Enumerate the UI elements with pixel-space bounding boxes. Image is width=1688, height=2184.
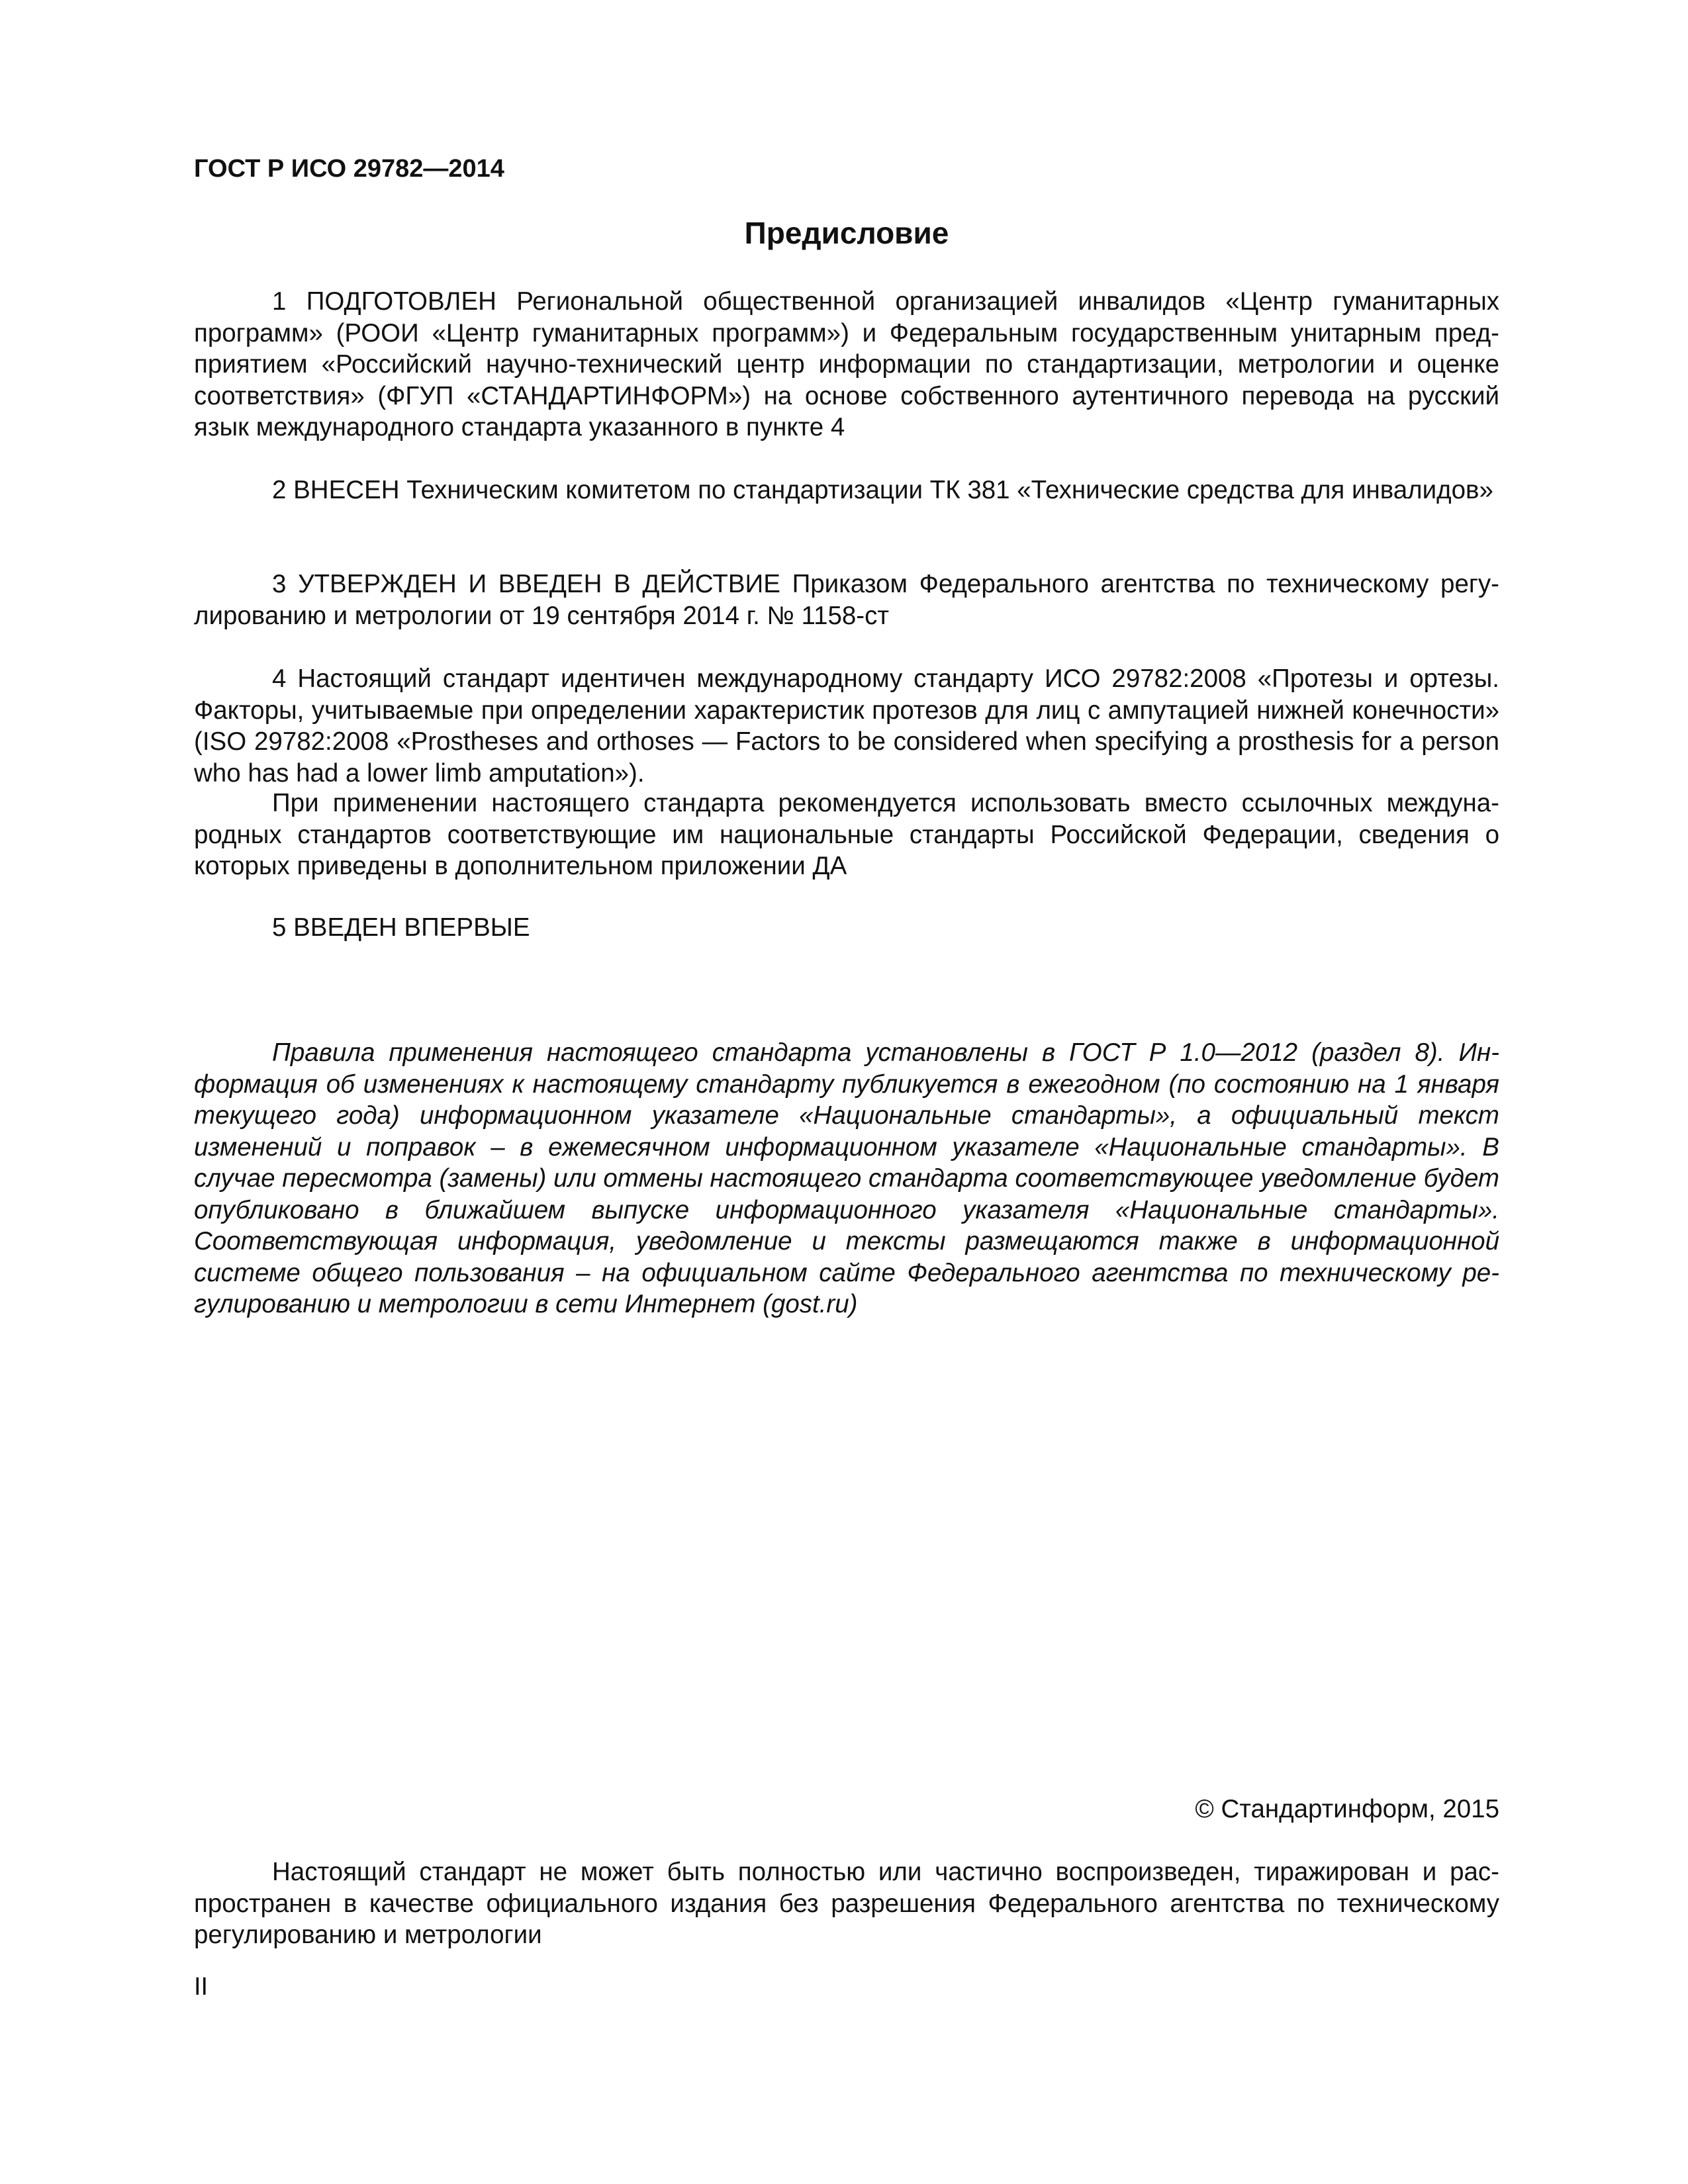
paragraph-1-prepared: 1 ПОДГОТОВЛЕН Региональной общественной организацией инвалидов «Центр гуманитарных программ» (РООИ «Центр гуманитарных программ») и Федеральным государственным унитарным предприятием «Российский научно-технический центр информации по стандартизации, метрологии и оценке соответствия» (ФГУП «СТАНДАРТИНФОРМ») на основе собственного аутентичного перевода на русский язык международного стандарта указанного в пункте 4 [194,287,1499,441]
copyright-line: © Стандартинформ, 2015 [1195,1795,1499,1823]
reproduction-notice: Настоящий стандарт не может быть полностью или частично воспроизведен, тиражирован и распространен в качестве официального издания без разрешения Федерального агентства по техническому регулированию и метрологии [194,1858,1499,1949]
page-number: II [194,1973,209,2001]
page-title: Предисловие [744,216,949,250]
paragraph-4-identical: 4 Настоящий стандарт идентичен международному стандарту ИСО 29782:2008 «Протезы и ортезы. Факторы, учитываемые при определении характеристик протезов для лиц с ампутацией нижней конечности» (ISO 29782:2008 «Prostheses and orthoses — Factors to be considered when specifying a prosthesis for a person who has had a lower limb amputation»). [194,664,1499,788]
application-rules-notice: Правила применения настоящего стандарта установлены в ГОСТ Р 1.0—2012 (раздел 8). Информация об изменениях к настоящему стандарту публикуется в ежегодном (по состоянию на 1 января текущего года) информационном указателе «Национальные стандарты», а официальный текст изменений и поправок – в ежемесячном информационном указателе «Национальные стандарты». В случае пересмотра (замены) или отмены настоящего стандарта соответствующее уведомление будет опубликовано в ближайшем выпуске информационного указателя «Национальные стандарты». Соответствующая информация, уведомление и тексты размещаются также в информационной системе общего пользования – на официальном сайте Федерального агентства по техническому регулированию и метрологии в сети Интернет (gost.ru) [194,1038,1499,1318]
document-code-header: ГОСТ Р ИСО 29782—2014 [194,155,504,183]
paragraph-4-application: При применении настоящего стандарта рекомендуется использовать вместо ссылочных международных стандартов соответствующие им национальные стандарты Российской Федерации, сведения о которых приведены в дополнительном приложении ДА [194,789,1499,880]
paragraph-2-submitted: 2 ВНЕСЕН Техническим комитетом по стандартизации ТК 381 «Технические средства для инвалидов» [272,476,1493,504]
paragraph-5-introduced: 5 ВВЕДЕН ВПЕРВЫЕ [272,913,530,942]
paragraph-3-approved: 3 УТВЕРЖДЕН И ВВЕДЕН В ДЕЙСТВИЕ Приказом Федерального агентства по техническому регулированию и метрологии от 19 сентября 2014 г. № 1158-ст [194,570,1499,630]
